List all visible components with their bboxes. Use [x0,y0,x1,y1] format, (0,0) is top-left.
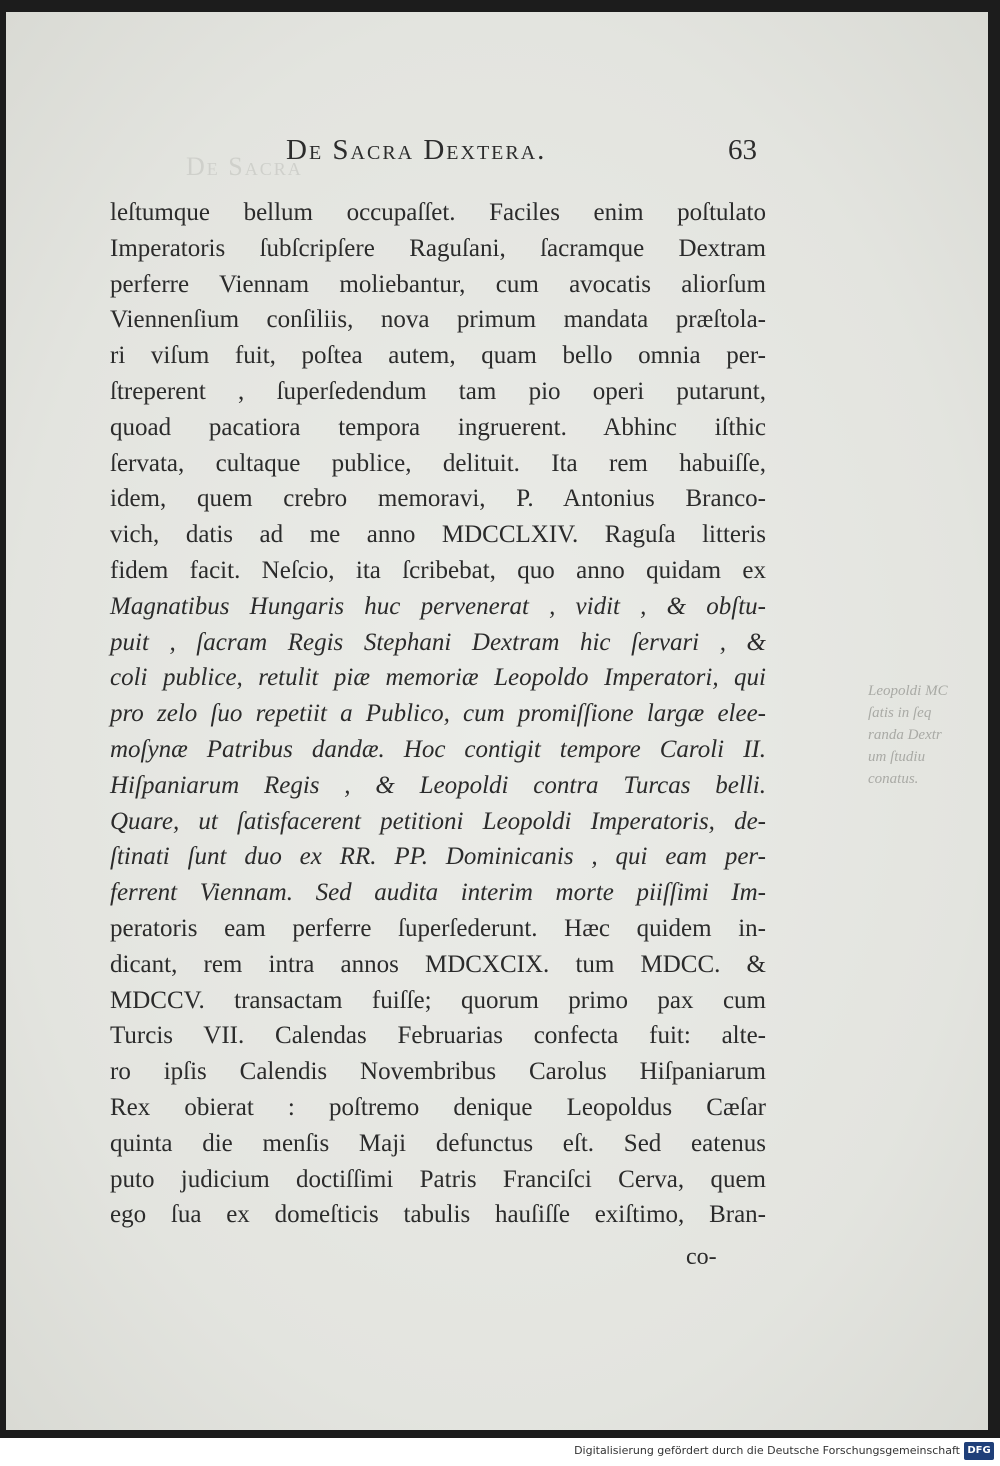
text-line: Rex obierat : poſtremo denique Leopoldus Cæſar [110,1093,766,1121]
text-line: Quare, ut ſatisfacerent petitioni Leopoldi Imperatoris, de- [110,807,766,835]
text-line: ferrent Viennam. Sed audita interim morte piiſſimi Im- [110,879,766,907]
text-line: ro ipſis Calendis Novembribus Carolus Hiſpaniarum [110,1058,766,1086]
bleed-through-line: Leopoldi MC [868,683,948,699]
text-line: ſtreperent , ſuperſedendum tam pio operi putarunt, [110,377,766,405]
text-line: perferre Viennam moliebantur, cum avocatis aliorſum [110,270,766,298]
text-line: leſtumque bellum occupaſſet. Faciles enim poſtulato [110,199,766,226]
text-line: Viennenſium conſiliis, nova primum mandata præſtola- [110,306,766,334]
bleed-through-line: randa Dextr [868,727,942,743]
text-line: puit , ſacram Regis Stephani Dextram hic ſervari , & [110,628,766,656]
text-line: quoad pacatiora tempora ingruerent. Abhinc iſthic [110,413,766,441]
bleed-through-header: De Sacra [186,152,303,181]
text-line: peratoris eam perferre ſuperſederunt. Hæc quidem in- [110,914,766,942]
page-number: 63 [728,134,757,166]
bleed-through-line: conatus. [868,771,919,787]
bleed-through-text [868,680,978,790]
bleed-through-line: um ſtudiu [868,749,926,765]
text-line: idem, quem crebro memoravi, P. Antonius Branco- [110,485,766,513]
text-line: ſervata, cultaque publice, delituit. Ita rem habuiſſe, [110,449,766,477]
text-line: ſtinati ſunt duo ex RR. PP. Dominicanis , qui eam per- [110,843,766,871]
text-line: ri viſum fuit, poſtea autem, quam bello omnia per- [110,342,766,370]
text-line: dicant, rem intra annos MDCXCIX. tum MDCC. & [110,950,766,978]
text-line: MDCCV. transactam fuiſſe; quorum primo pax cum [110,986,766,1014]
text-line: quinta die menſis Maji defunctus eſt. Sed eatenus [110,1129,766,1157]
text-line: pro zelo ſuo repetiit a Publico, cum promiſſione largæ elee- [110,700,766,728]
text-line: fidem facit. Neſcio, ita ſcribebat, quo anno quidam ex [110,556,766,584]
text-line: Magnatibus Hungaris huc pervenerat , vidit , & obſtu- [110,592,766,620]
text-line: coli publice, retulit piæ memoriæ Leopoldo Imperatori, qui [110,664,766,692]
text-line: Hiſpaniarum Regis , & Leopoldi contra Turcas belli. [110,771,766,799]
funding-credit: Digitalisierung gefördert durch die Deutsche Forschungsgemeinschaft [574,1444,960,1457]
text-line: vich, datis ad me anno MDCCLXIV. Raguſa litteris [110,521,766,549]
text-line: ego ſua ex domeſticis tabulis hauſiſſe exiſtimo, Bran- [110,1201,766,1229]
dfg-logo-icon: DFG [964,1442,994,1460]
book-page [6,12,988,1430]
text-line: moſynæ Patribus dandæ. Hoc contigit tempore Caroli II. [110,735,766,763]
footer-bar [0,1438,1000,1466]
running-head [6,130,988,180]
catchword: co- [686,1244,717,1270]
running-title: De Sacra Dextera. [286,134,547,166]
body-text [110,195,766,1233]
text-line: Turcis VII. Calendas Februarias confecta fuit: alte- [110,1022,766,1050]
text-line: Imperatoris ſubſcripſere Raguſani, ſacramque Dextram [110,234,766,262]
bleed-through-line: ſatis in ſeq [868,705,932,721]
text-line: puto judicium doctiſſimi Patris Franciſci Cerva, quem [110,1165,766,1193]
